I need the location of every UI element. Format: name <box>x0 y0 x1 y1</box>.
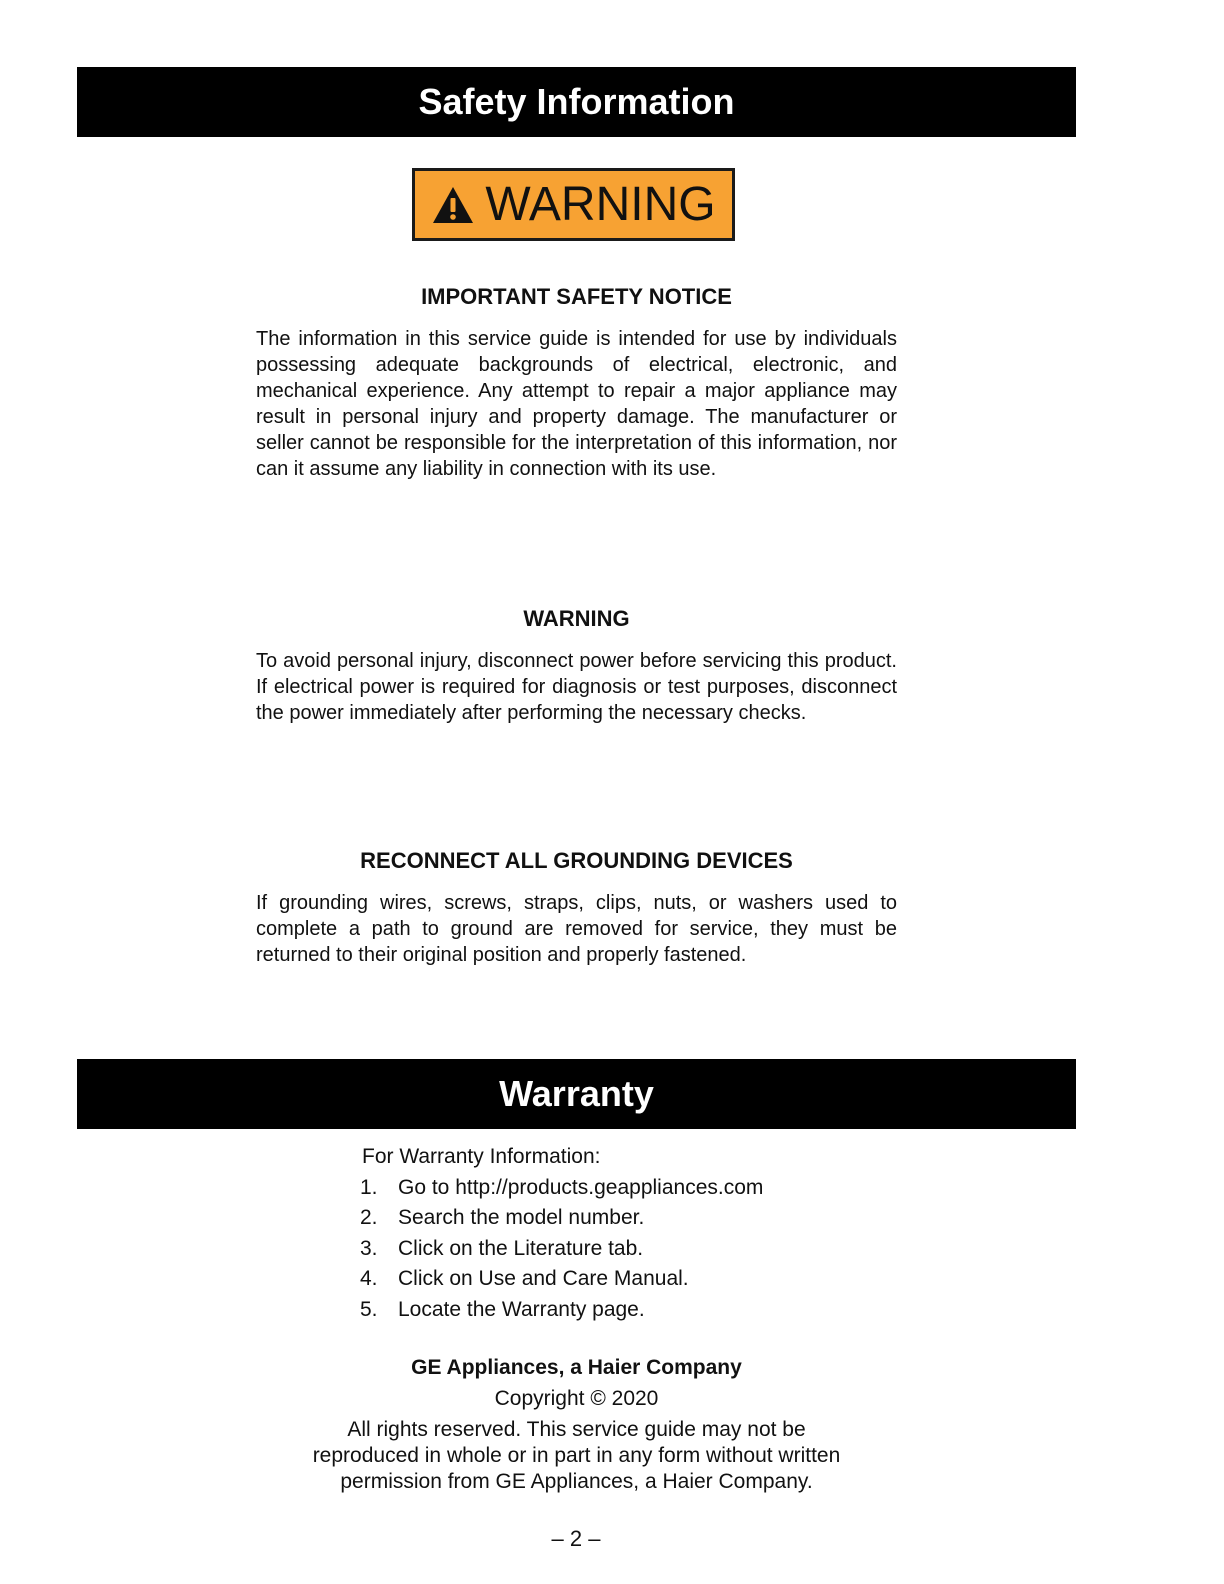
warranty-banner <box>77 1059 1076 1129</box>
important-safety-notice-heading: IMPORTANT SAFETY NOTICE <box>421 284 732 309</box>
step-number: 2. <box>360 1206 378 1230</box>
list-item <box>360 1235 763 1265</box>
safety-information-banner <box>77 67 1076 137</box>
rights-line: reproduced in whole or in part in any form without written <box>312 1444 841 1467</box>
important-safety-notice-text: The information in this service guide is intended for use by individuals possessing adequate backgrounds of electrical, electronic, and mechanical experience. Any attempt to repair a major appliance may result in personal injury and property damage. The manufacturer or seller cannot be responsible for the interpretation of this information, nor can it assume any liability in connection with its use. <box>256 328 897 480</box>
rights-line: All rights reserved. This service guide may not be <box>347 1418 806 1441</box>
list-item <box>360 1296 763 1326</box>
warranty-banner-title: Warranty <box>499 1073 654 1114</box>
list-item <box>360 1174 763 1204</box>
step-text: Locate the Warranty page. <box>398 1297 645 1321</box>
step-text: Click on the Literature tab. <box>398 1236 644 1260</box>
step-text: Click on Use and Care Manual. <box>398 1267 689 1291</box>
warning-triangle-icon <box>431 185 475 225</box>
safety-banner-title: Safety Information <box>418 81 735 122</box>
warning-text: To avoid personal injury, disconnect power before servicing this product. If electrical power is required for diagnosis or test purposes, disconnect the power immediately after performing the necessary checks. <box>256 650 897 724</box>
warning-sign-text: WARNING <box>485 177 716 231</box>
step-number: 4. <box>360 1267 378 1291</box>
warning-sign <box>412 168 735 241</box>
step-text: Go to http://products.geappliances.com <box>398 1176 764 1199</box>
grounding-devices-heading: RECONNECT ALL GROUNDING DEVICES <box>360 848 793 873</box>
rights-line: permission from GE Appliances, a Haier Company. <box>340 1470 813 1493</box>
warranty-intro: For Warranty Information: <box>362 1145 601 1168</box>
warranty-steps-list <box>360 1174 763 1326</box>
rights-reserved-notice <box>256 1417 897 1495</box>
step-number: 5. <box>360 1297 378 1321</box>
copyright-notice: Copyright © 2020 <box>494 1387 659 1410</box>
list-item <box>360 1265 763 1295</box>
step-number: 3. <box>360 1236 378 1260</box>
warning-heading: WARNING <box>523 606 630 631</box>
list-item <box>360 1204 763 1234</box>
step-text: Search the model number. <box>398 1206 645 1230</box>
page-number: – 2 – <box>551 1526 601 1551</box>
grounding-devices-text: If grounding wires, screws, straps, clips, nuts, or washers used to complete a path to ground are removed for service, they must be returned to their original position and properly fastened. <box>256 892 897 966</box>
company-name: GE Appliances, a Haier Company <box>411 1356 742 1379</box>
step-number: 1. <box>360 1176 378 1199</box>
